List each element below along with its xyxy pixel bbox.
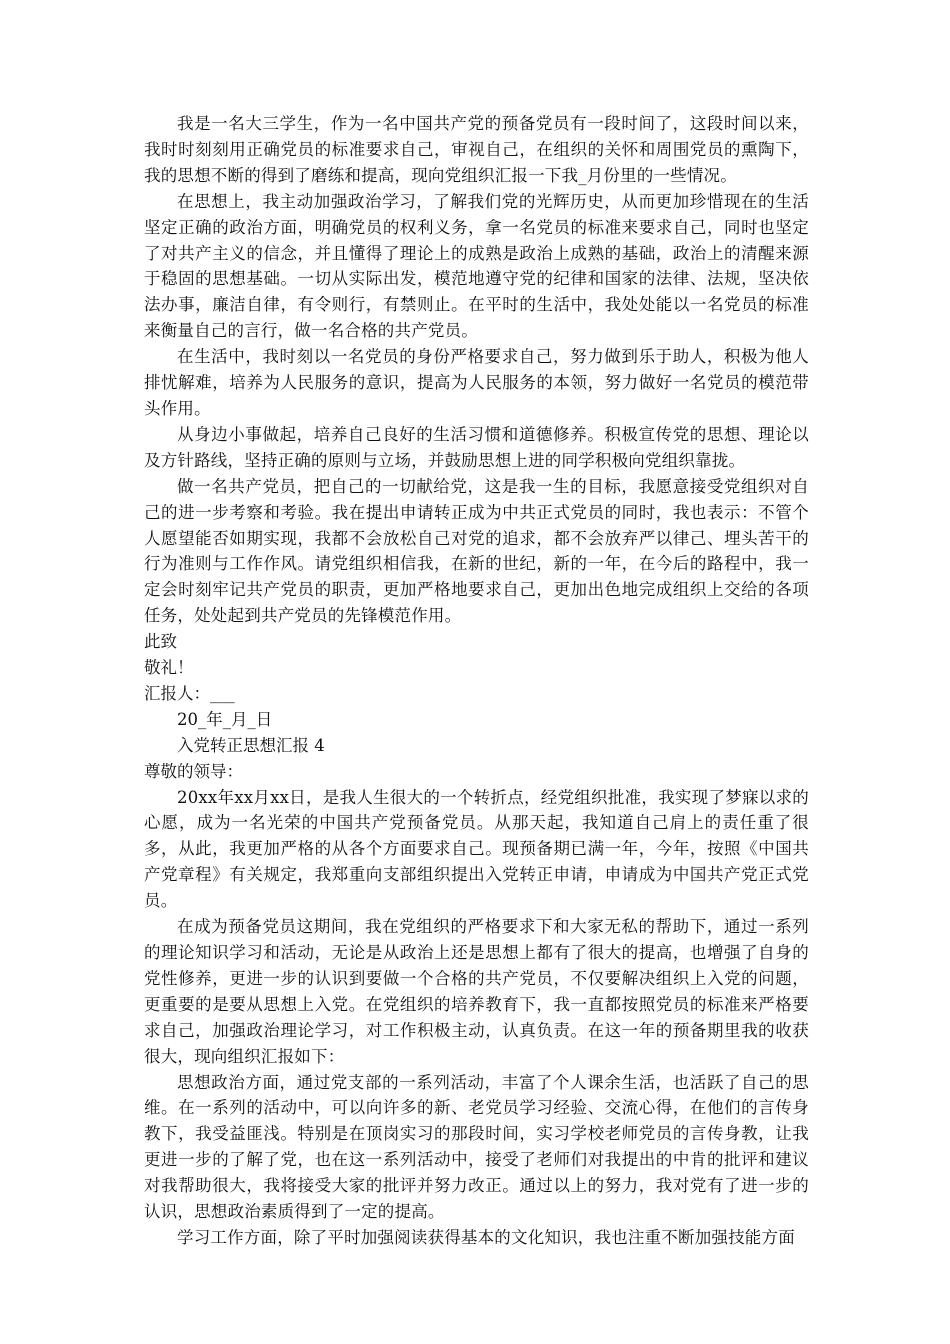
- salute-line: 敬礼！: [144, 658, 194, 678]
- report1-paragraph-4: 从身边小事做起，培养自己良好的生活习惯和道德修养。积极宣传党的思想、理论以及方针路线，坚持正确的原则与立场，并鼓励思想上进的同学积极向党组织靠拢。: [144, 424, 809, 470]
- report1-paragraph-2: 在思想上，我主动加强政治学习，了解我们党的光辉历史，从而更加珍惜现在的生活坚定正确的政治方面，明确党员的权利义务，拿一名党员的标准来要求自己，同时也坚定了对共产主义的信念，并且懂得了理论上的成熟是政治上成熟的基础，政治上的清醒来源于稳固的思想基础。一切从实际出发，模范地遵守党的纪律和国家的法律、法规，坚决依法办事，廉洁自律，有令则行，有禁则止。在平时的生活中，我处处能以一名党员的标准来衡量自己的言行，做一名合格的共产党员。: [144, 191, 809, 341]
- reporter-line: 汇报人：___: [144, 683, 235, 703]
- report1-paragraph-1: 我是一名大三学生，作为一名中国共产党的预备党员有一段时间了，这段时间以来，我时时刻刻用正确党员的标准要求自己，审视自己，在组织的关怀和周围党员的熏陶下，我的思想不断的得到了磨练和提高，现向党组织汇报一下我_月份里的一些情况。: [144, 114, 809, 185]
- greeting-line: 尊敬的领导：: [144, 761, 243, 781]
- report2-paragraph-2: 在成为预备党员这期间，我在党组织的严格要求下和大家无私的帮助下，通过一系列的理论知识学习和活动，无论是从政治上还是思想上都有了很大的提高，也增强了自身的党性修养，更进一步的认识到要做一个合格的共产党员，不仅要解决组织上入党的问题，更重要的是要从思想上入党。在党组织的培养教育下，我一直都按照党员的标准来严格要求自己，加强政治理论学习，对工作积极主动，认真负责。在这一年的预备期里我的收获很大，现向组织汇报如下：: [144, 917, 809, 1066]
- closing-line: 此致: [144, 632, 177, 652]
- section-title: 入党转正思想汇报 4: [177, 735, 325, 755]
- report1-paragraph-5: 做一名共产党员，把自己的一切献给党，这是我一生的目标，我愿意接受党组织对自己的进一步考察和考验。我在提出申请转正成为中共正式党员的同时，我也表示：不管个人愿望能否如期实现，我都不会放松自己对党的追求，都不会放弃严以律己、埋头苦干的行为准则与工作作风。请党组织相信我，在新的世纪，新的一年，在今后的路程中，我一定会时刻牢记共产党员的职责，更加严格地要求自己，更加出色地完成组织上交给的各项任务，处处起到共产党员的先锋模范作用。: [144, 476, 809, 626]
- date-line: 20_年_月_日: [177, 709, 273, 729]
- report2-paragraph-4: 学习工作方面，除了平时加强阅读获得基本的文化知识，我也注重不断加强技能方面: [177, 1227, 795, 1247]
- document-page: [144, 111, 809, 1251]
- report2-paragraph-3: 思想政治方面，通过党支部的一系列活动，丰富了个人课余生活，也活跃了自己的思维。在一系列的活动中，可以向许多的新、老党员学习经验、交流心得，在他们的言传身教下，我受益匪浅。特别是在顶岗实习的那段时间，实习学校老师党员的言传身教，让我更进一步的了解了党，也在这一系列活动中，接受了老师们对我提出的中肯的批评和建议对我帮助很大，我将接受大家的批评并努力改正。通过以上的努力，我对党有了进一步的认识，思想政治素质得到了一定的提高。: [144, 1072, 809, 1222]
- report1-paragraph-3: 在生活中，我时刻以一名党员的身份严格要求自己，努力做到乐于助人，积极为他人排忧解难，培养为人民服务的意识，提高为人民服务的本领，努力做好一名党员的模范带头作用。: [144, 347, 809, 418]
- report2-paragraph-1: 20xx年xx月xx日，是我人生很大的一个转折点，经党组织批准，我实现了梦寐以求的心愿，成为一名光荣的中国共产党预备党员。从那天起，我知道自己肩上的责任重了很多，从此，我更加严格的从各个方面要求自己。现预备期已满一年，今年，按照《中国共产党章程》有关规定，我郑重向支部组织提出入党转正申请，申请成为中国共产党正式党员。: [144, 787, 809, 911]
